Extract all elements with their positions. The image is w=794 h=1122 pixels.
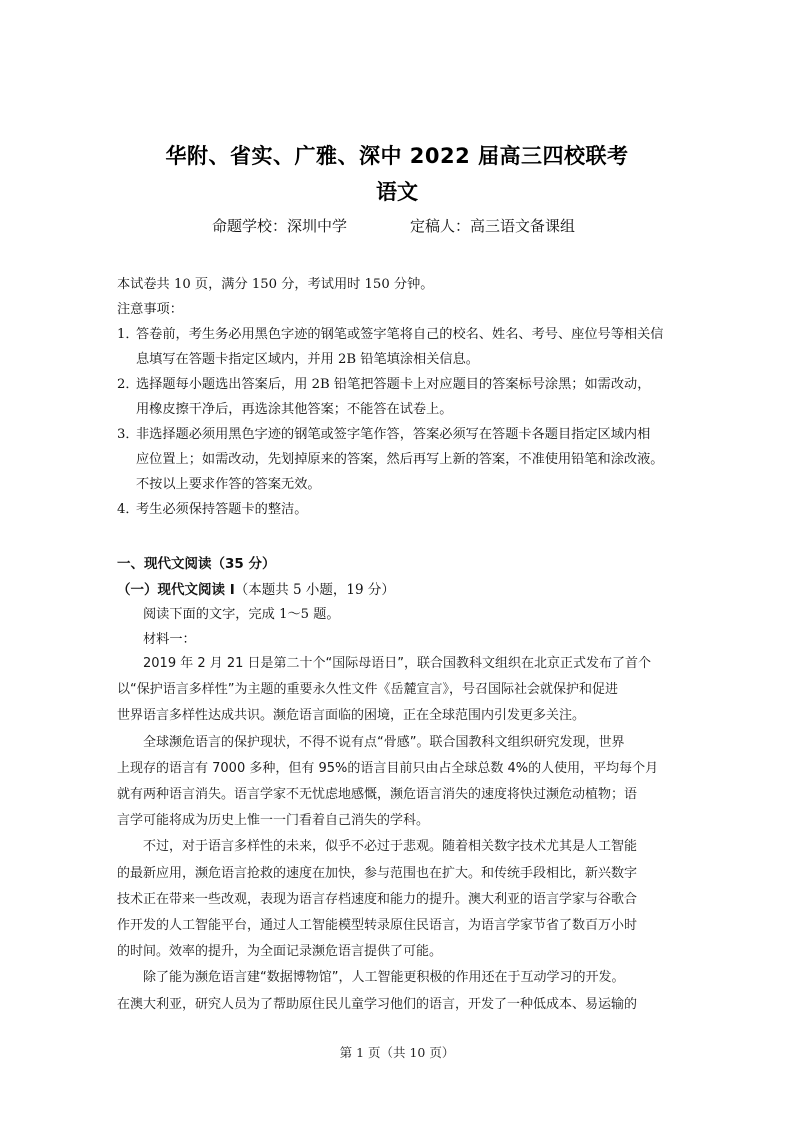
notes-heading: 注意事项： <box>117 302 183 317</box>
passage-line: 在澳大利亚，研究人员为了帮助原住民儿童学习他们的语言，开发了一种低成本、易运输的 <box>117 996 638 1012</box>
instruction-line: 答卷前，考生务必用黑色字迹的钢笔或签字笔将自己的校名、姓名、考号、座位号等相关信 <box>136 327 664 342</box>
passage-line: 的时间。效率的提升，为全面记录濒危语言提供了可能。 <box>117 944 443 960</box>
instruction-item <box>117 322 687 372</box>
passage-line: 以“保护语言多样性”为主题的重要永久性文件《岳麓宣言》，号召国际社会就保护和促进 <box>117 682 618 698</box>
section-heading: 一、现代文阅读（35 分） <box>117 556 276 572</box>
passage-line: 世界语言多样性达成共识。濒危语言面临的困境，正在全球范围内引发更多关注。 <box>117 708 586 724</box>
passage-line: 2019 年 2 月 21 日是第二十个“国际母语日”，联合国教科文组织在北京正式发布了首个 <box>143 656 652 671</box>
instruction-line: 用橡皮擦干净后，再选涂其他答案；不能答在试卷上。 <box>136 402 453 417</box>
instruction-line: 考生必须保持答题卡的整洁。 <box>136 502 308 517</box>
setting-school: 命题学校：深圳中学 <box>212 217 348 235</box>
instruction-item <box>117 422 687 497</box>
subsection-note: （本题共 5 小题，19 分） <box>234 582 395 598</box>
subsection-heading <box>117 578 395 598</box>
passage-line: 言学可能将成为历史上惟一一门看着自己消失的学科。 <box>117 813 430 829</box>
passage-line: 作开发的人工智能平台，通过人工智能模型转录原住民语言，为语言学家节省了数百万小时 <box>117 918 638 934</box>
passage-line: 全球濒危语言的保护现状，不得不说有点“骨感”。联合国教科文组织研究发现，世界 <box>143 734 625 750</box>
instruction-line: 选择题每小题选出答案后，用 2B 铅笔把答题卡上对应题目的答案标号涂黑；如需改动， <box>136 377 651 392</box>
instruction-line: 不按以上要求作答的答案无效。 <box>136 477 321 492</box>
instruction-number: 2． <box>117 377 139 392</box>
exam-summary: 本试卷共 10 页，满分 150 分，考试用时 150 分钟。 <box>117 277 434 292</box>
passage-line: 上现存的语言有 7000 多种，但有 95%的语言目前只由占全球总数 4%的人使用，平均每个月 <box>117 760 659 776</box>
instruction-item <box>117 497 687 522</box>
instruction-number: 3． <box>117 427 139 442</box>
passage-line: 的最新应用，濒危语言抢救的速度在加快，参与范围也在扩大。和传统手段相比，新兴数字 <box>117 865 638 881</box>
instruction-line: 息填写在答题卡指定区域内，并用 2B 铅笔填涂相关信息。 <box>136 352 479 367</box>
material-label: 材料一： <box>143 632 196 647</box>
passage-line: 除了能为濒危语言建“数据博物馆”，人工智能更积极的作用还在于互动学习的开发。 <box>143 970 625 986</box>
instruction-line: 非选择题必须用黑色字迹的钢笔或签字笔作答，答案必须写在答题卡各题目指定区域内相 <box>136 427 651 442</box>
instruction-item <box>117 372 687 422</box>
reading-instruction: 阅读下面的文字，完成 1～5 题。 <box>143 607 340 622</box>
finalizer: 定稿人：高三语文备课组 <box>410 217 576 235</box>
instruction-number: 1． <box>117 327 139 342</box>
passage-line: 就有两种语言消失。语言学家不无忧虑地感慨，濒危语言消失的速度将快过濒危动植物；语 <box>117 787 638 803</box>
instruction-number: 4． <box>117 502 139 517</box>
reading-passage <box>117 651 684 1018</box>
instruction-line: 应位置上；如需改动，先划掉原来的答案，然后再写上新的答案，不准使用铅笔和涂改液。 <box>136 452 664 467</box>
exam-title: 华附、省实、广雅、深中 2022 届高三四校联考 <box>165 144 629 168</box>
exam-instructions <box>117 272 687 522</box>
passage-line: 不过，对于语言多样性的未来，似乎不必过于悲观。随着相关数字技术尤其是人工智能 <box>143 839 638 855</box>
subject-title: 语文 <box>376 180 418 204</box>
passage-line: 技术正在带来一些改观，表现为语言存档速度和能力的提升。澳大利亚的语言学家与谷歌合 <box>117 891 638 907</box>
subsection-title: （一）现代文阅读 I <box>117 582 235 598</box>
page-footer: 第 1 页（共 10 页） <box>339 1045 455 1060</box>
